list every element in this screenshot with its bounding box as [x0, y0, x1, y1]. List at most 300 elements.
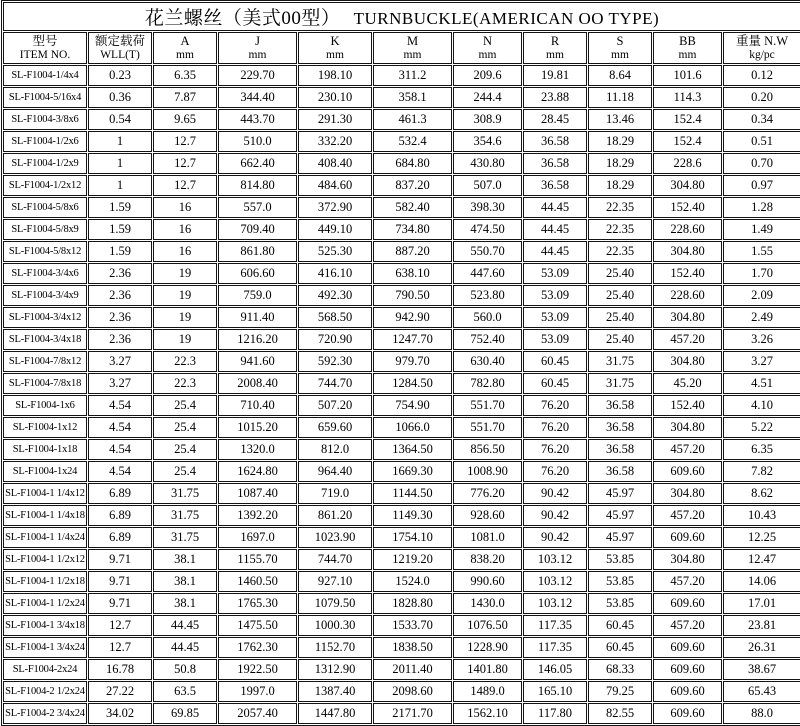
- value-cell: 117.80: [523, 703, 587, 724]
- value-cell: 53.09: [523, 263, 587, 284]
- value-cell: 31.75: [588, 373, 652, 394]
- value-cell: 1066.0: [373, 417, 452, 438]
- value-cell: 53.85: [588, 549, 652, 570]
- value-cell: 457.20: [653, 615, 722, 636]
- value-cell: 1: [88, 175, 152, 196]
- value-cell: 457.20: [653, 571, 722, 592]
- value-cell: 152.40: [653, 395, 722, 416]
- value-cell: 44.45: [153, 637, 217, 658]
- value-cell: 4.54: [88, 461, 152, 482]
- table-row: [3, 153, 800, 174]
- table-row: [3, 87, 800, 108]
- value-cell: 25.4: [153, 461, 217, 482]
- value-cell: 2011.40: [373, 659, 452, 680]
- value-cell: 12.7: [153, 131, 217, 152]
- value-cell: 304.80: [653, 307, 722, 328]
- value-cell: 606.60: [218, 263, 297, 284]
- value-cell: 44.45: [523, 219, 587, 240]
- item-no-cell: SL-F1004-2 3/4x24: [3, 703, 87, 724]
- value-cell: 523.80: [453, 285, 522, 306]
- value-cell: 1387.40: [298, 681, 372, 702]
- value-cell: 19: [153, 263, 217, 284]
- value-cell: 1144.50: [373, 483, 452, 504]
- value-cell: 304.80: [653, 549, 722, 570]
- value-cell: 550.70: [453, 241, 522, 262]
- title-zh: 花兰螺丝（美式00型）: [144, 8, 341, 29]
- value-cell: 1023.90: [298, 527, 372, 548]
- value-cell: 311.2: [373, 65, 452, 86]
- value-cell: 0.51: [723, 131, 800, 152]
- value-cell: 492.30: [298, 285, 372, 306]
- item-no-cell: SL-F1004-3/8x6: [3, 109, 87, 130]
- value-cell: 354.6: [453, 131, 522, 152]
- value-cell: 79.25: [588, 681, 652, 702]
- item-no-cell: SL-F1004-5/8x9: [3, 219, 87, 240]
- column-header: [3, 32, 87, 64]
- value-cell: 1524.0: [373, 571, 452, 592]
- value-cell: 551.70: [453, 395, 522, 416]
- value-cell: 4.54: [88, 395, 152, 416]
- title-en: TURNBUCKLE(AMERICAN OO TYPE): [353, 9, 660, 28]
- table-row: [3, 197, 800, 218]
- value-cell: 1: [88, 153, 152, 174]
- value-cell: 152.4: [653, 109, 722, 130]
- value-cell: 45.97: [588, 527, 652, 548]
- value-cell: 0.12: [723, 65, 800, 86]
- value-cell: 31.75: [153, 483, 217, 504]
- value-cell: 861.20: [298, 505, 372, 526]
- value-cell: 76.20: [523, 439, 587, 460]
- value-cell: 44.45: [523, 197, 587, 218]
- value-cell: 19: [153, 329, 217, 350]
- value-cell: 344.40: [218, 87, 297, 108]
- value-cell: 744.70: [298, 549, 372, 570]
- value-cell: 229.70: [218, 65, 297, 86]
- value-cell: 90.42: [523, 527, 587, 548]
- value-cell: 44.45: [153, 615, 217, 636]
- value-cell: 228.6: [653, 153, 722, 174]
- column-header-line2: mm: [248, 49, 267, 61]
- value-cell: 1.55: [723, 241, 800, 262]
- value-cell: 12.25: [723, 527, 800, 548]
- item-no-cell: SL-F1004-1/2x12: [3, 175, 87, 196]
- table-row: [3, 307, 800, 328]
- value-cell: 22.35: [588, 197, 652, 218]
- value-cell: 11.18: [588, 87, 652, 108]
- value-cell: 790.50: [373, 285, 452, 306]
- table-row: [3, 285, 800, 306]
- value-cell: 990.60: [453, 571, 522, 592]
- value-cell: 1216.20: [218, 329, 297, 350]
- value-cell: 90.42: [523, 483, 587, 504]
- value-cell: 759.0: [218, 285, 297, 306]
- value-cell: 754.90: [373, 395, 452, 416]
- value-cell: 304.80: [653, 175, 722, 196]
- value-cell: 1008.90: [453, 461, 522, 482]
- value-cell: 776.20: [453, 483, 522, 504]
- value-cell: 2171.70: [373, 703, 452, 724]
- column-header: [653, 32, 722, 64]
- value-cell: 812.0: [298, 439, 372, 460]
- value-cell: 551.70: [453, 417, 522, 438]
- value-cell: 609.60: [653, 659, 722, 680]
- value-cell: 408.40: [298, 153, 372, 174]
- column-header: [153, 32, 217, 64]
- value-cell: 16: [153, 241, 217, 262]
- value-cell: 16.78: [88, 659, 152, 680]
- value-cell: 60.45: [523, 351, 587, 372]
- value-cell: 710.40: [218, 395, 297, 416]
- value-cell: 1475.50: [218, 615, 297, 636]
- column-header: [298, 32, 372, 64]
- table-row: [3, 175, 800, 196]
- column-header: [88, 32, 152, 64]
- value-cell: 6.89: [88, 483, 152, 504]
- item-no-cell: SL-F1004-1/2x6: [3, 131, 87, 152]
- value-cell: 1754.10: [373, 527, 452, 548]
- value-cell: 1762.30: [218, 637, 297, 658]
- value-cell: 609.60: [653, 527, 722, 548]
- item-no-cell: SL-F1004-1 3/4x18: [3, 615, 87, 636]
- value-cell: 484.60: [298, 175, 372, 196]
- value-cell: 14.06: [723, 571, 800, 592]
- value-cell: 1081.0: [453, 527, 522, 548]
- column-header-line2: WLL(T): [100, 49, 140, 61]
- value-cell: 630.40: [453, 351, 522, 372]
- value-cell: 1997.0: [218, 681, 297, 702]
- value-cell: 16: [153, 219, 217, 240]
- value-cell: 36.58: [588, 439, 652, 460]
- value-cell: 27.22: [88, 681, 152, 702]
- table-row: [3, 461, 800, 482]
- value-cell: 17.01: [723, 593, 800, 614]
- value-cell: 1.59: [88, 241, 152, 262]
- column-header-row: [3, 32, 800, 64]
- table-row: [3, 395, 800, 416]
- value-cell: 25.40: [588, 263, 652, 284]
- item-no-cell: SL-F1004-7/8x12: [3, 351, 87, 372]
- value-cell: 152.40: [653, 263, 722, 284]
- item-no-cell: SL-F1004-1 1/2x12: [3, 549, 87, 570]
- table-row: [3, 65, 800, 86]
- value-cell: 592.30: [298, 351, 372, 372]
- value-cell: 36.58: [523, 153, 587, 174]
- value-cell: 60.45: [523, 373, 587, 394]
- value-cell: 304.80: [653, 417, 722, 438]
- value-cell: 114.3: [653, 87, 722, 108]
- value-cell: 53.09: [523, 329, 587, 350]
- item-no-cell: SL-F1004-1/2x9: [3, 153, 87, 174]
- page-title: [3, 2, 800, 31]
- column-header-line2: mm: [678, 49, 697, 61]
- value-cell: 5.22: [723, 417, 800, 438]
- value-cell: 582.40: [373, 197, 452, 218]
- table-row: [3, 637, 800, 658]
- value-cell: 1000.30: [298, 615, 372, 636]
- value-cell: 69.85: [153, 703, 217, 724]
- column-header-line1: R: [550, 34, 560, 48]
- value-cell: 19.81: [523, 65, 587, 86]
- value-cell: 34.02: [88, 703, 152, 724]
- column-header-line1: N: [482, 34, 493, 48]
- item-no-cell: SL-F1004-1x12: [3, 417, 87, 438]
- value-cell: 165.10: [523, 681, 587, 702]
- value-cell: 752.40: [453, 329, 522, 350]
- title-row: [3, 2, 800, 31]
- item-no-cell: SL-F1004-5/8x6: [3, 197, 87, 218]
- value-cell: 1.59: [88, 219, 152, 240]
- value-cell: 291.30: [298, 109, 372, 130]
- value-cell: 2.36: [88, 285, 152, 306]
- value-cell: 1.59: [88, 197, 152, 218]
- column-header-line1: A: [180, 34, 190, 48]
- value-cell: 0.23: [88, 65, 152, 86]
- value-cell: 6.35: [723, 439, 800, 460]
- table-row: [3, 241, 800, 262]
- value-cell: 719.0: [298, 483, 372, 504]
- value-cell: 12.7: [88, 615, 152, 636]
- value-cell: 13.46: [588, 109, 652, 130]
- table-row: [3, 219, 800, 240]
- value-cell: 50.8: [153, 659, 217, 680]
- value-cell: 928.60: [453, 505, 522, 526]
- value-cell: 1392.20: [218, 505, 297, 526]
- value-cell: 861.80: [218, 241, 297, 262]
- value-cell: 25.4: [153, 395, 217, 416]
- value-cell: 82.55: [588, 703, 652, 724]
- value-cell: 720.90: [298, 329, 372, 350]
- item-no-cell: SL-F1004-1 1/4x12: [3, 483, 87, 504]
- value-cell: 2.36: [88, 307, 152, 328]
- value-cell: 198.10: [298, 65, 372, 86]
- value-cell: 22.35: [588, 241, 652, 262]
- value-cell: 1284.50: [373, 373, 452, 394]
- column-header-line1: S: [616, 34, 624, 48]
- value-cell: 507.0: [453, 175, 522, 196]
- value-cell: 510.0: [218, 131, 297, 152]
- value-cell: 31.75: [588, 351, 652, 372]
- value-cell: 4.54: [88, 417, 152, 438]
- value-cell: 2057.40: [218, 703, 297, 724]
- value-cell: 1697.0: [218, 527, 297, 548]
- table-row: [3, 505, 800, 526]
- value-cell: 3.27: [723, 351, 800, 372]
- value-cell: 19: [153, 285, 217, 306]
- value-cell: 146.05: [523, 659, 587, 680]
- value-cell: 28.45: [523, 109, 587, 130]
- item-no-cell: SL-F1004-1 1/4x24: [3, 527, 87, 548]
- value-cell: 76.20: [523, 417, 587, 438]
- value-cell: 1015.20: [218, 417, 297, 438]
- value-cell: 372.90: [298, 197, 372, 218]
- value-cell: 45.97: [588, 505, 652, 526]
- value-cell: 911.40: [218, 307, 297, 328]
- value-cell: 1155.70: [218, 549, 297, 570]
- value-cell: 0.97: [723, 175, 800, 196]
- table-row: [3, 593, 800, 614]
- column-header: [523, 32, 587, 64]
- value-cell: 31.75: [153, 527, 217, 548]
- value-cell: 609.60: [653, 461, 722, 482]
- item-no-cell: SL-F1004-5/8x12: [3, 241, 87, 262]
- column-header-line1: 重量 N.W: [735, 34, 789, 48]
- value-cell: 38.1: [153, 593, 217, 614]
- column-header-line2: mm: [546, 49, 564, 61]
- value-cell: 304.80: [653, 241, 722, 262]
- value-cell: 3.27: [88, 373, 152, 394]
- value-cell: 2.36: [88, 329, 152, 350]
- value-cell: 12.7: [153, 153, 217, 174]
- value-cell: 856.50: [453, 439, 522, 460]
- value-cell: 228.60: [653, 285, 722, 306]
- value-cell: 709.40: [218, 219, 297, 240]
- value-cell: 1.70: [723, 263, 800, 284]
- table-head: [3, 2, 800, 64]
- value-cell: 782.80: [453, 373, 522, 394]
- table-row: [3, 681, 800, 702]
- column-header-line1: BB: [679, 34, 696, 48]
- value-cell: 38.67: [723, 659, 800, 680]
- value-cell: 609.60: [653, 703, 722, 724]
- value-cell: 19: [153, 307, 217, 328]
- value-cell: 332.20: [298, 131, 372, 152]
- value-cell: 25.40: [588, 285, 652, 306]
- value-cell: 358.1: [373, 87, 452, 108]
- table-row: [3, 659, 800, 680]
- value-cell: 1364.50: [373, 439, 452, 460]
- value-cell: 36.58: [523, 175, 587, 196]
- table-row: [3, 549, 800, 570]
- item-no-cell: SL-F1004-3/4x9: [3, 285, 87, 306]
- column-header-line1: M: [406, 34, 419, 48]
- value-cell: 684.80: [373, 153, 452, 174]
- value-cell: 36.58: [588, 395, 652, 416]
- value-cell: 209.6: [453, 65, 522, 86]
- value-cell: 12.7: [153, 175, 217, 196]
- table-row: [3, 483, 800, 504]
- value-cell: 22.3: [153, 373, 217, 394]
- value-cell: 837.20: [373, 175, 452, 196]
- value-cell: 609.60: [653, 681, 722, 702]
- value-cell: 814.80: [218, 175, 297, 196]
- value-cell: 532.4: [373, 131, 452, 152]
- value-cell: 9.65: [153, 109, 217, 130]
- table-row: [3, 703, 800, 724]
- value-cell: 36.58: [588, 417, 652, 438]
- value-cell: 10.43: [723, 505, 800, 526]
- value-cell: 1430.0: [453, 593, 522, 614]
- value-cell: 941.60: [218, 351, 297, 372]
- table-body: [3, 65, 800, 724]
- value-cell: 568.50: [298, 307, 372, 328]
- value-cell: 12.7: [88, 637, 152, 658]
- value-cell: 101.6: [653, 65, 722, 86]
- value-cell: 9.71: [88, 549, 152, 570]
- value-cell: 838.20: [453, 549, 522, 570]
- column-header: [453, 32, 522, 64]
- value-cell: 90.42: [523, 505, 587, 526]
- column-header-line1: J: [255, 34, 260, 48]
- value-cell: 18.29: [588, 175, 652, 196]
- value-cell: 25.4: [153, 439, 217, 460]
- value-cell: 25.4: [153, 417, 217, 438]
- value-cell: 2.09: [723, 285, 800, 306]
- value-cell: 638.10: [373, 263, 452, 284]
- value-cell: 53.85: [588, 571, 652, 592]
- value-cell: 1312.90: [298, 659, 372, 680]
- table-row: [3, 571, 800, 592]
- value-cell: 416.10: [298, 263, 372, 284]
- column-header-line2: mm: [478, 49, 497, 61]
- item-no-cell: SL-F1004-5/16x4: [3, 87, 87, 108]
- value-cell: 18.29: [588, 131, 652, 152]
- value-cell: 152.40: [653, 197, 722, 218]
- value-cell: 1669.30: [373, 461, 452, 482]
- value-cell: 31.75: [153, 505, 217, 526]
- value-cell: 45.97: [588, 483, 652, 504]
- value-cell: 4.51: [723, 373, 800, 394]
- value-cell: 6.35: [153, 65, 217, 86]
- value-cell: 26.31: [723, 637, 800, 658]
- value-cell: 0.20: [723, 87, 800, 108]
- value-cell: 1401.80: [453, 659, 522, 680]
- item-no-cell: SL-F1004-3/4x6: [3, 263, 87, 284]
- value-cell: 1087.40: [218, 483, 297, 504]
- value-cell: 45.20: [653, 373, 722, 394]
- value-cell: 152.4: [653, 131, 722, 152]
- column-header-line1: 型号: [32, 34, 58, 48]
- column-header-line2: mm: [403, 49, 422, 61]
- value-cell: 449.10: [298, 219, 372, 240]
- value-cell: 16: [153, 197, 217, 218]
- item-no-cell: SL-F1004-1 1/2x18: [3, 571, 87, 592]
- value-cell: 942.90: [373, 307, 452, 328]
- value-cell: 53.09: [523, 307, 587, 328]
- value-cell: 1922.50: [218, 659, 297, 680]
- value-cell: 38.1: [153, 549, 217, 570]
- value-cell: 0.70: [723, 153, 800, 174]
- value-cell: 0.54: [88, 109, 152, 130]
- value-cell: 23.81: [723, 615, 800, 636]
- value-cell: 117.35: [523, 637, 587, 658]
- value-cell: 1149.30: [373, 505, 452, 526]
- value-cell: 8.62: [723, 483, 800, 504]
- table-row: [3, 417, 800, 438]
- column-header-line2: mm: [611, 49, 629, 61]
- value-cell: 457.20: [653, 439, 722, 460]
- table-row: [3, 439, 800, 460]
- value-cell: 1247.70: [373, 329, 452, 350]
- value-cell: 744.70: [298, 373, 372, 394]
- value-cell: 457.20: [653, 329, 722, 350]
- item-no-cell: SL-F1004-3/4x12: [3, 307, 87, 328]
- value-cell: 0.34: [723, 109, 800, 130]
- value-cell: 68.33: [588, 659, 652, 680]
- value-cell: 117.35: [523, 615, 587, 636]
- value-cell: 1460.50: [218, 571, 297, 592]
- item-no-cell: SL-F1004-1 1/4x18: [3, 505, 87, 526]
- value-cell: 447.60: [453, 263, 522, 284]
- value-cell: 2008.40: [218, 373, 297, 394]
- value-cell: 60.45: [588, 637, 652, 658]
- value-cell: 1320.0: [218, 439, 297, 460]
- value-cell: 927.10: [298, 571, 372, 592]
- value-cell: 1533.70: [373, 615, 452, 636]
- value-cell: 474.50: [453, 219, 522, 240]
- value-cell: 964.40: [298, 461, 372, 482]
- value-cell: 76.20: [523, 395, 587, 416]
- item-no-cell: SL-F1004-7/8x18: [3, 373, 87, 394]
